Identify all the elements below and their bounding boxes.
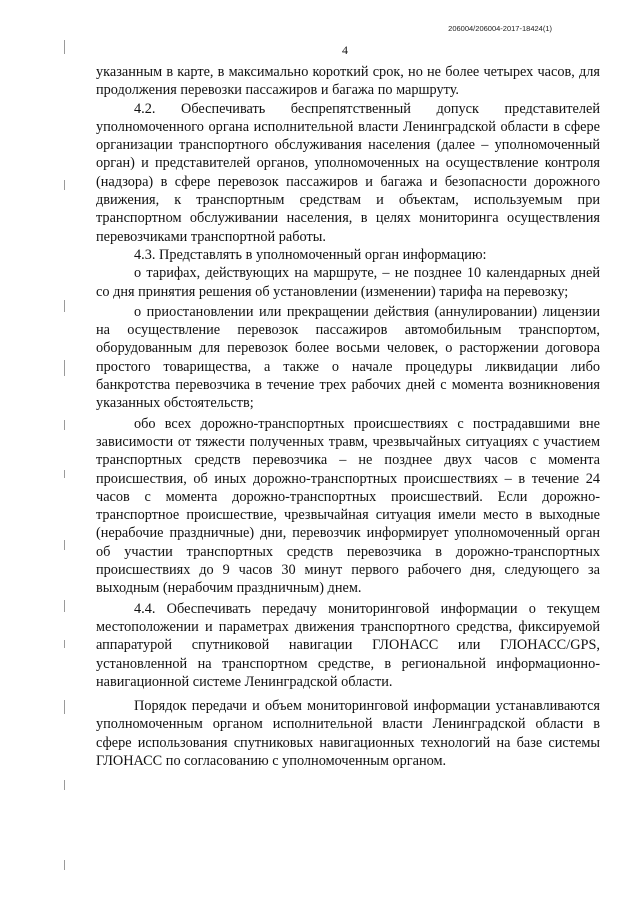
paragraph-procedure: Порядок передачи и объем мониторинговой информации устанавливаются уполномоченным органом исполнительной власти Ленинградской области в сфере использования спутниковых навигационных технологий на базе системы ГЛОНАСС по согласованию с уполномоченным органом. [96, 698, 600, 769]
document-body [96, 63, 600, 770]
paragraph-continuation: указанным в карте, в максимально короткий срок, но не более четырех часов, для продолжения перевозки пассажиров и багажа по маршруту. [96, 64, 600, 99]
paragraph-license: о приостановлении или прекращении действия (аннулировании) лицензии на осуществление перевозок пассажиров автомобильным транспортом, оборудованным для перевозок более восьми человек, о расторжении договора простого товарищества, а также о начале процедуры ликвидации либо банкротства перевозчика в течение трех рабочих дней с момента возникновения указанных обстоятельств; [96, 303, 600, 412]
paragraph-accidents: обо всех дорожно-транспортных происшествиях с пострадавшими вне зависимости от тяжести полученных травм, чрезвычайных ситуациях с участием транспортных средств перевозчика – не позднее двух часов с момента происшествия, об иных дорожно-транспортных происшествиях – в течение 24 часов с момента дорожно-транспортных происшествий. Если дорожно-транспортное происшествие, чрезвычайная ситуация имели место в выходные (нерабочие праздничные) дни, перевозчик информирует уполномоченный орган об участии транспортных средств перевозчика в дорожно-транспортных происшествиях до 9 часов 30 минут первого рабочего дня, следующего за выходным (нерабочим праздничным) днем. [96, 415, 600, 597]
paragraph-4-2: 4.2. Обеспечивать беспрепятственный допуск представителей уполномоченного органа исполнительной власти Ленинградской области в сфере организации транспортного обслуживания населения (далее – уполномоченный орган) и представителей органов, уполномоченных на осуществление контроля (надзора) в сфере перевозок пассажиров и багажа и безопасности дорожного движения, к транспортным средствам и объектам, используемым при транспортном обслуживании населения, в целях мониторинга осуществления перевозчиками транспортной работы. [96, 100, 600, 245]
paragraph-4-4: 4.4. Обеспечивать передачу мониторинговой информации о текущем местоположении и параметрах движения транспортного средства, фиксируемой аппаратурой спутниковой навигации ГЛОНАСС или ГЛОНАСС/GPS, установленной на транспортном средстве, в региональной информационно-навигационной системе Ленинградской области. [96, 600, 600, 690]
document-id: 206004/206004-2017-18424(1) [448, 24, 552, 33]
scan-margin-marks [62, 0, 70, 905]
paragraph-tariffs: о тарифах, действующих на маршруте, – не позднее 10 календарных дней со дня принятия решения об установлении (изменении) тарифа на перевозку; [96, 265, 600, 300]
page-number: 4 [342, 43, 348, 57]
paragraph-4-3: 4.3. Представлять в уполномоченный орган информацию: [134, 246, 487, 263]
